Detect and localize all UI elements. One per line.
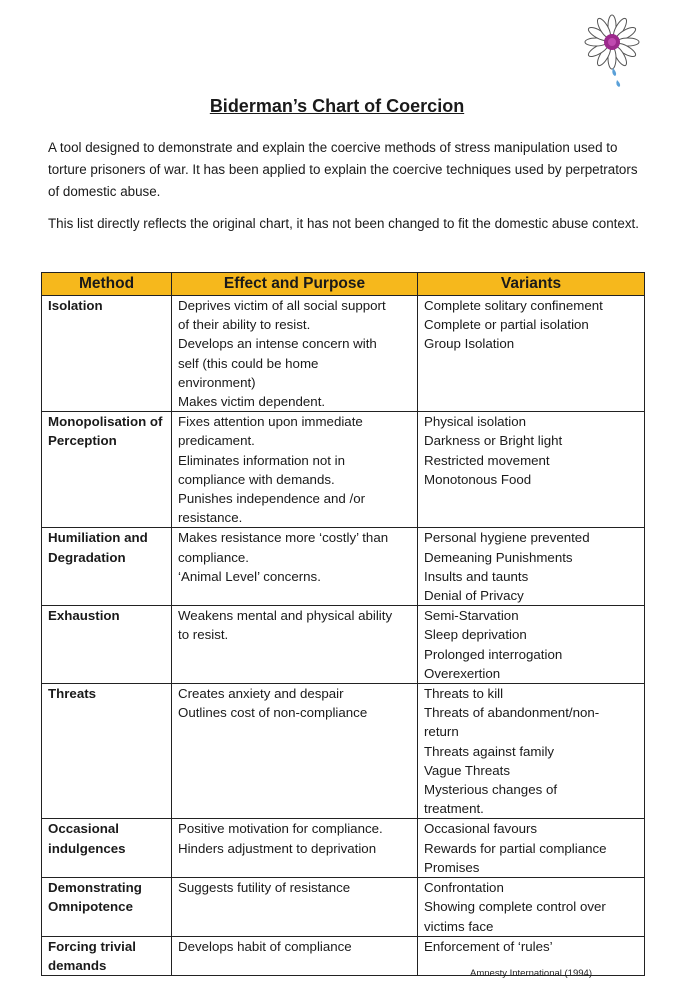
- variants-cell: [418, 819, 645, 878]
- variants-cell: [418, 606, 645, 684]
- variants-line: Promises: [424, 859, 480, 875]
- variants-line: Mysterious changes of: [424, 782, 558, 798]
- header-method: Method: [42, 273, 172, 296]
- method-label: Isolation: [48, 298, 103, 313]
- variants-cell: [418, 684, 645, 819]
- variants-cell: [418, 878, 645, 937]
- variants-line: Restricted movement: [424, 452, 550, 468]
- effect-line: Fixes attention upon immediate: [178, 414, 363, 430]
- effect-line: Makes victim dependent.: [178, 394, 326, 410]
- method-cell: [42, 296, 172, 412]
- note-paragraph: This list directly reflects the original chart, it has not been changed to fit the domestic abuse context.: [48, 216, 639, 231]
- method-label: Demonstrating Omnipotence: [48, 880, 142, 915]
- method-label: Threats: [48, 686, 97, 702]
- coercion-table: [41, 272, 645, 976]
- method-cell: [42, 528, 172, 606]
- effect-line: compliance with demands.: [178, 471, 335, 487]
- variants-line: Rewards for partial compliance: [424, 840, 607, 856]
- effect-line: Creates anxiety and despair: [178, 686, 344, 702]
- method-cell: [42, 936, 172, 975]
- variants-line: Threats of abandonment/non-: [424, 705, 600, 721]
- effect-cell: [172, 936, 418, 975]
- method-cell: [42, 878, 172, 937]
- method-label: Occasional indulgences: [48, 821, 126, 856]
- variants-line: Threats against family: [424, 743, 555, 759]
- effect-cell: [172, 606, 418, 684]
- effect-line: ‘Animal Level’ concerns.: [178, 568, 321, 584]
- method-cell: [42, 606, 172, 684]
- flower-logo: [582, 14, 642, 94]
- effect-line: Punishes independence and /or: [178, 491, 366, 507]
- variants-line: Sleep deprivation: [424, 627, 527, 643]
- variants-cell: [418, 528, 645, 606]
- table-header-row: [42, 273, 645, 296]
- effect-cell: [172, 878, 418, 937]
- variants-line: victims face: [424, 918, 494, 934]
- variants-cell: [418, 412, 645, 528]
- effect-cell: [172, 684, 418, 819]
- effect-line: Outlines cost of non-compliance: [178, 705, 368, 721]
- variants-line: Darkness or Bright light: [424, 433, 563, 449]
- effect-line: Develops an intense concern with: [178, 336, 377, 352]
- variants-line: Threats to kill: [424, 686, 504, 702]
- effect-line: Positive motivation for compliance.: [178, 821, 383, 837]
- effect-line: self (this could be home: [178, 355, 319, 371]
- effect-line: compliance.: [178, 549, 249, 565]
- variants-line: Overexertion: [424, 665, 501, 681]
- effect-line: of their ability to resist.: [178, 317, 311, 333]
- effect-line: to resist.: [178, 627, 229, 643]
- variants-line: Confrontation: [424, 880, 504, 896]
- effect-line: Hinders adjustment to deprivation: [178, 840, 377, 856]
- method-label: Humiliation and Degradation: [48, 530, 148, 565]
- variants-line: Insults and taunts: [424, 568, 529, 584]
- variants-line: Personal hygiene prevented: [424, 530, 590, 546]
- source-citation: Amnesty International (1994): [470, 968, 592, 979]
- variants-cell: [418, 296, 645, 412]
- method-label: Exhaustion: [48, 608, 120, 624]
- effect-cell: [172, 528, 418, 606]
- method-cell: [42, 412, 172, 528]
- effect-line: predicament.: [178, 433, 255, 449]
- header-effect: Effect and Purpose: [172, 273, 418, 296]
- variants-line: Physical isolation: [424, 414, 526, 430]
- effect-cell: [172, 819, 418, 878]
- effect-line: Weakens mental and physical ability: [178, 608, 393, 624]
- variants-line: Vague Threats: [424, 762, 510, 778]
- page-title: Biderman’s Chart of Coercion: [209, 96, 465, 116]
- method-label: Monopolisation of Perception: [48, 414, 163, 449]
- variants-line: Semi-Starvation: [424, 608, 519, 624]
- variants-line: Occasional favours: [424, 821, 538, 837]
- variants-line: Demeaning Punishments: [424, 549, 573, 565]
- variants-line: Complete or partial isolation: [424, 317, 589, 333]
- variants-line: Showing complete control over: [424, 899, 606, 915]
- intro-paragraph: A tool designed to demonstrate and explain the coercive methods of stress manipulation used to torture prisoners of war. It has been applied to explain the coercive techniques used by perpetrators of domestic abuse.: [48, 140, 638, 199]
- table-row: [42, 606, 645, 684]
- table-row: [42, 412, 645, 528]
- variants-line: Monotonous Food: [424, 471, 532, 487]
- method-cell: [42, 684, 172, 819]
- effect-line: Makes resistance more ‘costly’ than: [178, 530, 389, 546]
- table-row: [42, 819, 645, 878]
- variants-line: Prolonged interrogation: [424, 646, 563, 662]
- effect-line: Eliminates information not in: [178, 452, 346, 468]
- variants-line: Group Isolation: [424, 336, 515, 352]
- table-row: [42, 296, 645, 412]
- table-row: [42, 528, 645, 606]
- variants-line: return: [424, 724, 459, 740]
- effect-cell: [172, 412, 418, 528]
- header-variants: Variants: [418, 273, 645, 296]
- effect-line: Suggests futility of resistance: [178, 880, 351, 896]
- effect-line: Develops habit of compliance: [178, 938, 352, 954]
- variants-line: Enforcement of ‘rules’: [424, 938, 553, 954]
- effect-line: resistance.: [178, 510, 243, 526]
- variants-line: Denial of Privacy: [424, 588, 524, 604]
- method-label: Forcing trivial demands: [48, 938, 136, 973]
- effect-line: environment): [178, 374, 256, 390]
- variants-line: treatment.: [424, 801, 484, 817]
- effect-cell: [172, 296, 418, 412]
- effect-line: Deprives victim of all social support: [178, 298, 386, 313]
- variants-line: Complete solitary confinement: [424, 298, 603, 313]
- table-row: [42, 878, 645, 937]
- method-cell: [42, 819, 172, 878]
- table-row: [42, 684, 645, 819]
